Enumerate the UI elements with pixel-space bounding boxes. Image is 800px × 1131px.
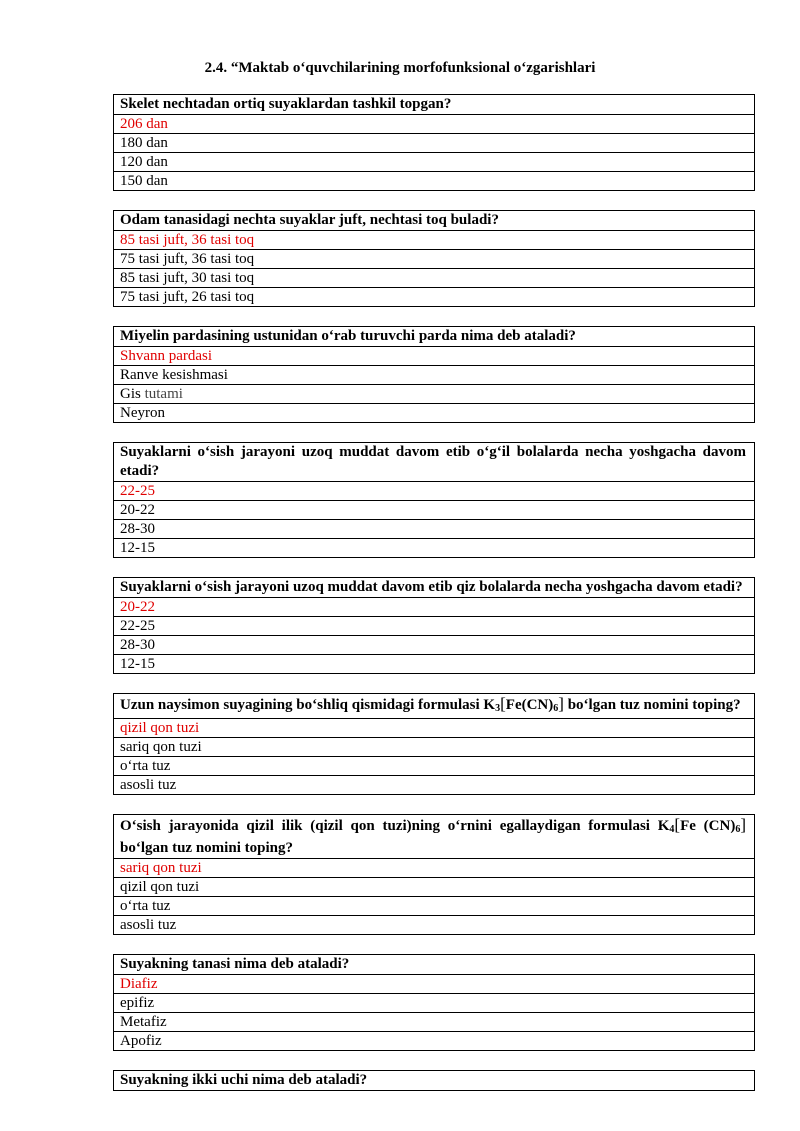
subscript: 6 [553, 703, 559, 714]
question-text: Suyaklarni o‘sish jarayoni uzoq muddat davom etib qiz bolalarda necha yoshgacha davom etadi? [114, 578, 754, 598]
question-block [113, 814, 755, 935]
answer-option: asosli tuz [120, 917, 177, 933]
answer-option: 28-30 [114, 520, 754, 539]
subscript: 6 [735, 824, 741, 835]
answer-option-correct: sariq qon tuzi [114, 859, 754, 878]
bracket-open: [ [674, 815, 681, 834]
question-block [113, 210, 755, 307]
answer-option-correct: 85 tasi juft, 36 tasi toq [114, 231, 754, 250]
answer-option: Ranve kesishmasi [114, 366, 754, 385]
question-text-part: Fe(CN) [505, 697, 554, 713]
answer-option: 22-25 [114, 617, 754, 636]
answer-option: o‘rta tuz [114, 897, 754, 916]
answer-option: Neyron [120, 405, 165, 421]
question-block [113, 94, 755, 191]
question-text: Suyakning ikki uchi nima deb ataladi? [120, 1072, 368, 1088]
bracket-open: [ [500, 694, 506, 713]
answer-option: 150 dan [120, 173, 168, 189]
answer-option: 75 tasi juft, 36 tasi toq [114, 250, 754, 269]
answer-option-correct: 20-22 [114, 598, 754, 617]
question-text-part: Fe (CN) [680, 818, 736, 834]
question-text-part: O‘sish jarayonida qizil ilik (qizil qon tuzi)ning o‘rnini egallaydigan formulasi K [120, 818, 670, 834]
question-text: Skelet nechtadan ortiq suyaklardan tashkil topgan? [114, 95, 754, 115]
answer-option-correct: 22-25 [114, 482, 754, 501]
question-text-part: Uzun naysimon suyagining bo‘shliq qismidagi formulasi K [120, 697, 496, 713]
subscript: 4 [669, 824, 675, 835]
subscript: 3 [495, 703, 501, 714]
answer-option-suffix: tutami [140, 386, 183, 402]
answer-option: 120 dan [114, 153, 754, 172]
answer-option: epifiz [114, 994, 754, 1013]
question-block [113, 1070, 755, 1091]
question-text [114, 815, 754, 859]
question-text: Suyakning tanasi nima deb ataladi? [114, 955, 754, 975]
answer-option: o‘rta tuz [114, 757, 754, 776]
answer-option-text: Gis [120, 386, 141, 402]
answer-option: 20-22 [114, 501, 754, 520]
section-title: 2.4. “Maktab o‘quvchilarining morfofunksional o‘zgarishlari [204, 60, 596, 76]
answer-option-correct: Shvann pardasi [114, 347, 754, 366]
question-block [113, 577, 755, 674]
question-block [113, 442, 755, 558]
answer-option: qizil qon tuzi [114, 878, 754, 897]
answer-option: 180 dan [114, 134, 754, 153]
bracket-close: ] [558, 694, 564, 713]
answer-option: Metafiz [114, 1013, 754, 1032]
question-block [113, 954, 755, 1051]
answer-option: asosli tuz [120, 777, 177, 793]
answer-option [114, 385, 754, 404]
question-text [114, 694, 754, 719]
answer-option: 12-15 [120, 656, 155, 672]
question-text: Odam tanasidagi nechta suyaklar juft, nechtasi toq buladi? [114, 211, 754, 231]
bracket-close: ] [740, 815, 746, 834]
answer-option-correct: 206 dan [114, 115, 754, 134]
answer-option: 12-15 [120, 540, 155, 556]
question-text-part: bo‘lgan tuz nomini toping? [563, 697, 741, 713]
question-block [113, 693, 755, 795]
answer-option: sariq qon tuzi [114, 738, 754, 757]
question-text: Suyaklarni o‘sish jarayoni uzoq muddat davom etib o‘g‘il bolalarda necha yoshgacha davom etadi? [114, 443, 754, 482]
question-text-part: bo‘lgan tuz nomini toping? [120, 840, 293, 856]
answer-option: 85 tasi juft, 30 tasi toq [114, 269, 754, 288]
quiz-list [113, 94, 755, 1110]
answer-option: 28-30 [114, 636, 754, 655]
question-text: Miyelin pardasining ustunidan o‘rab turuvchi parda nima deb ataladi? [114, 327, 754, 347]
answer-option: 75 tasi juft, 26 tasi toq [120, 289, 255, 305]
answer-option: Apofiz [120, 1033, 162, 1049]
question-block [113, 326, 755, 423]
answer-option-correct: qizil qon tuzi [114, 719, 754, 738]
answer-option-correct: Diafiz [114, 975, 754, 994]
